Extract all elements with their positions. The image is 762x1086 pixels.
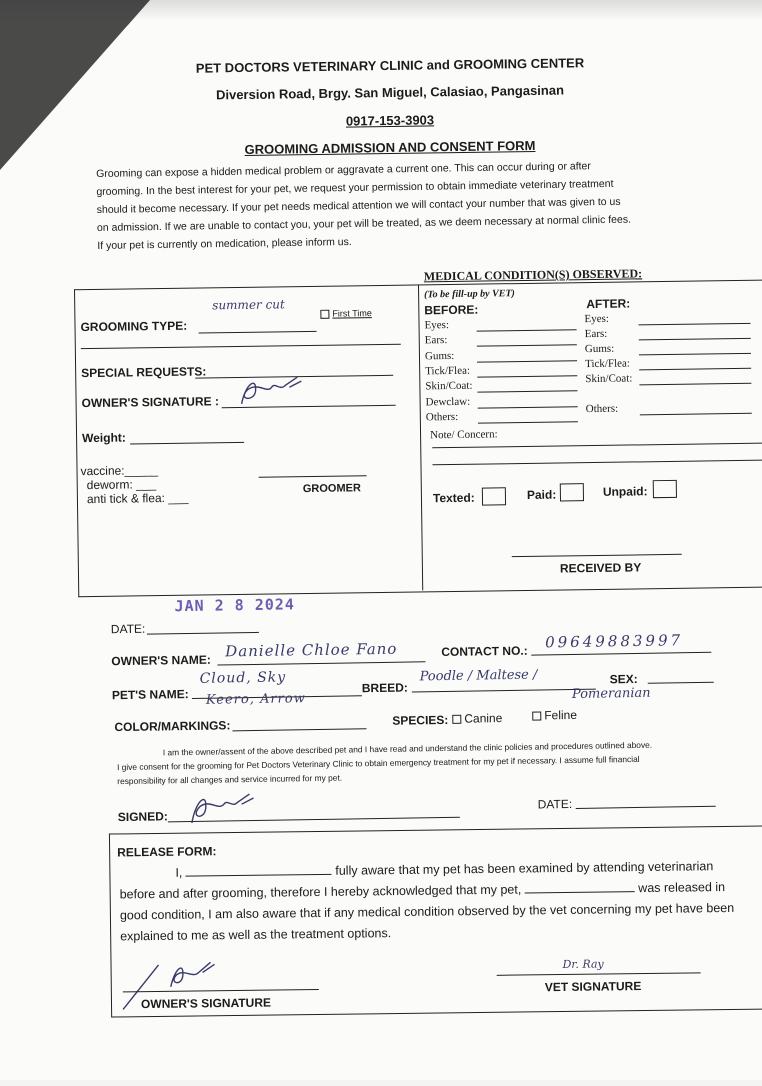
intro-line: If your pet is currently on medication, please inform us. [97,235,352,252]
pet-name-value-1[interactable]: Cloud, Sky [199,669,287,687]
before-item-label: Ears: [424,334,448,347]
after-label: AFTER: [586,296,631,312]
consent-line: I am the owner/assent of the above described pet and I have read and understand the clinic policies and procedures outlined above. [162,739,653,758]
form-title: GROOMING ADMISSION AND CONSENT FORM [244,137,536,158]
release-title: RELEASE FORM: [117,844,217,860]
after-item-label: Eyes: [584,312,610,326]
received-by-label: RECEIVED BY [559,560,642,576]
weight-label: Weight: [81,430,126,446]
consent-line: I give consent for the grooming for Pet Doctors Veterinary Clinic to obtain emergency treatment for my pet if necessary. I assume full financial [116,753,640,773]
species-label: SPECIES: [392,712,449,728]
medical-subtitle: (To be fill-up by VET) [424,288,515,301]
release-line-4: explained to me as well as the treatment options. [120,926,392,944]
texted-label: Texted: [432,490,475,506]
clinic-phone: 0917-153-3903 [345,112,435,129]
pet-name-value-2[interactable]: Keero, Arrow [205,691,306,708]
intro-line: should it become necessary. If your pet needs medical attention we will contact your number that was given to us [96,195,621,216]
note-label: Note/ Concern: [429,428,498,442]
sex-label: SEX: [609,671,638,687]
intro-line: on admission. If we are unable to contact you, your pet will be treated, as we deem necessary at normal clinic fees. [96,213,632,234]
before-item-label: Gums: [424,349,455,363]
owner-name-label: OWNER'S NAME: [111,652,211,669]
after-item-label: Gums: [584,342,615,356]
signed-date-label: DATE: [537,796,573,812]
after-item-label: Ears: [584,327,608,341]
date-label: DATE: [110,621,146,637]
release-line-1: I, fully aware that my pet has been examined by attending veterinarian [175,859,714,880]
breed-value-2[interactable]: Pomeranian [571,685,651,702]
canine-option[interactable]: Canine [452,711,502,726]
release-paragraph [119,855,762,947]
before-item-label: Eyes: [424,319,450,332]
vaccine-label: vaccine:_____ [80,463,159,479]
owner-signature-label: OWNER'S SIGNATURE : [81,394,219,411]
contact-label: CONTACT NO.: [441,643,528,660]
contact-value[interactable]: 09649883997 [544,631,684,652]
feline-option[interactable]: Feline [532,708,577,723]
before-item-label: Others: [425,410,459,424]
groomer-label: GROOMER [302,482,361,496]
antitick-label: anti tick & flea: ___ [86,490,189,507]
vet-sig-label: VET SIGNATURE [544,979,642,995]
clinic-name: PET DOCTORS VETERINARY CLINIC and GROOMING CENTER [195,55,585,76]
medical-title: MEDICAL CONDITION(S) OBSERVED: [423,266,643,284]
consent-line: responsibility for all changes and service incurred for my pet. [117,772,343,787]
date-stamp: JAN 2 8 2024 [174,595,296,616]
before-label: BEFORE: [424,302,479,318]
clinic-address: Diversion Road, Brgy. San Miguel, Calasiao, Pangasinan [215,82,565,103]
deworm-label: deworm: ___ [86,477,157,493]
release-owner-blank[interactable] [186,874,332,877]
grooming-type-label: GROOMING TYPE: [80,318,188,335]
after-item-label: Skin/Coat: [585,372,633,386]
after-item-label: Others: [585,402,619,416]
first-time-label: First Time [332,308,372,319]
paid-label: Paid: [526,487,557,502]
intro-line: Grooming can expose a hidden medical problem or aggravate a current one. This can occur during or after [96,160,591,180]
owner-name-value[interactable]: Danielle Chloe Fano [225,639,398,661]
before-item-label: Skin/Coat: [425,379,473,393]
before-item-label: Tick/Flea: [425,364,471,378]
release-line-3: good condition, I am also aware that if any medical condition observed by the vet concerning my pet have been [119,900,735,923]
unpaid-label: Unpaid: [602,484,648,499]
before-item-label: Dewclaw: [425,395,471,409]
breed-value[interactable]: Poodle / Maltese / [419,667,538,685]
color-label: COLOR/MARKINGS: [114,718,231,735]
signed-label: SIGNED: [117,809,168,825]
release-owner-sig-label: OWNER'S SIGNATURE [140,995,272,1012]
special-requests-label: SPECIAL REQUESTS: [81,364,207,381]
vet-name: Dr. Ray [562,957,604,972]
release-pet-blank[interactable] [525,891,635,893]
release-line-2: before and after grooming, therefore I hereby acknowledged that my pet, was released in [119,880,726,902]
pet-name-label: PET'S NAME: [111,687,189,703]
grooming-type-value[interactable]: summer cut [212,297,285,313]
breed-label: BREED: [361,680,408,696]
intro-line: grooming. In the best interest for your pet, we request your permission to obtain immediate veterinary treatment [96,177,614,198]
after-item-label: Tick/Flea: [585,357,631,371]
